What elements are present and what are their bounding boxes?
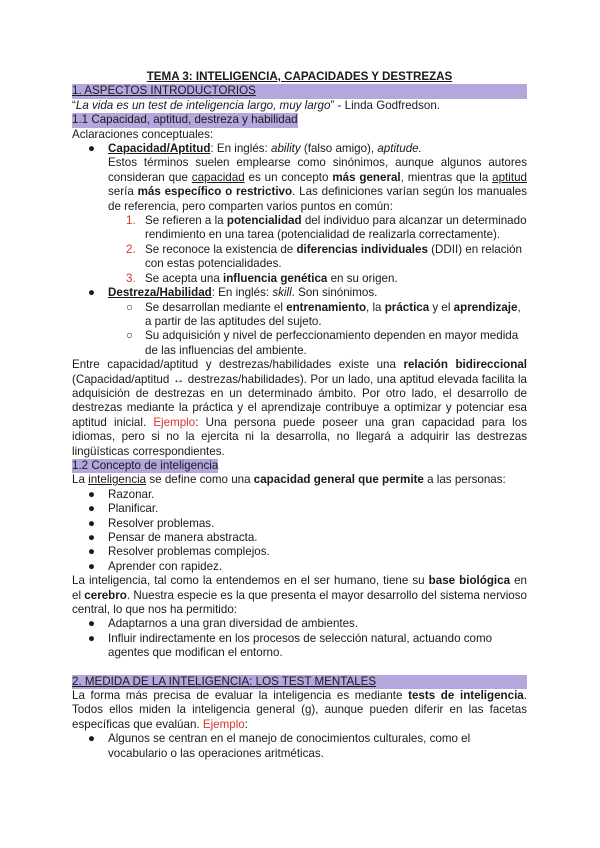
term-skill: skill bbox=[272, 286, 292, 300]
numbered-item-3: 3. Se acepta una influencia genética en su origen. bbox=[126, 271, 398, 285]
example-label: Ejemplo bbox=[202, 717, 245, 731]
capacidad-paragraph: Estos términos suelen emplearse como sinónimos, aunque algunos autores consideran que capacidad es un concepto más general, mientras que la aptitud sería más específico o restrictivo. Las definiciones varían según los manuales de referencia, pero comparten varios puntos en común: bbox=[108, 156, 528, 213]
inteligencia-list bbox=[72, 488, 527, 574]
list-item-destreza: ● Destreza/Habilidad: En inglés: skill. Son sinónimos. bbox=[88, 286, 378, 300]
list-item: ● Pensar de manera abstracta. bbox=[88, 531, 258, 544]
term-destreza: Destreza/Habilidad bbox=[108, 286, 212, 300]
subheading-1-2: 1.2 Concepto de inteligencia bbox=[72, 458, 219, 472]
list-item: ● Algunos se centran en el manejo de conocimientos culturales, como el vocabulario o las operaciones aritméticas. bbox=[88, 732, 471, 760]
text: (falso amigo), bbox=[300, 142, 378, 156]
text: : En inglés: bbox=[210, 142, 272, 156]
number-marker: 3. bbox=[126, 271, 136, 285]
numbered-item-2: 2. Se reconoce la existencia de diferencias individuales (DDII) en relación con estas potencialidades. bbox=[126, 242, 522, 271]
list-item: ● Planificar. bbox=[88, 502, 159, 516]
section-heading-1: 1. ASPECTOS INTRODUCTORIOS bbox=[72, 84, 527, 98]
quote-line: “La vida es un test de inteligencia largo, muy largo” - Linda Godfredson. bbox=[72, 98, 441, 112]
aclaraciones-label: Aclaraciones conceptuales: bbox=[72, 127, 214, 141]
list-item: ● Adaptarnos a una gran diversidad de ambientes. bbox=[88, 617, 359, 631]
list-item-capacidad bbox=[72, 142, 527, 156]
sub-bullet-1: ○ Se desarrollan mediante el entrenamiento, la práctica y el aprendizaje, a partir de las aptitudes del sujeto. bbox=[126, 300, 521, 328]
bullet-icon: ● bbox=[88, 286, 96, 300]
term-capacidad: Capacidad/Aptitud bbox=[108, 142, 211, 156]
number-marker: 1. bbox=[126, 214, 136, 228]
subheading-1-1: 1.1 Capacidad, aptitud, destreza y habilidad bbox=[72, 113, 298, 127]
term-aptitude: aptitude. bbox=[377, 142, 422, 156]
sub-bullet-2: ○ Su adquisición y nivel de perfeccionamiento dependen en mayor medida de las influencias del ambiente. bbox=[126, 329, 519, 357]
list-item: ● Aprender con rapidez. bbox=[88, 559, 223, 573]
inteligencia-definition: La inteligencia se define como una capacidad general que permite a las personas: bbox=[72, 473, 506, 487]
test-list bbox=[72, 732, 527, 761]
section-heading-2: 2. MEDIDA DE LA INTELIGENCIA: LOS TEST MENTALES bbox=[72, 675, 527, 689]
base-biologica-list bbox=[72, 617, 527, 660]
quote-author: ” - Linda Godfredson. bbox=[330, 98, 441, 112]
circle-bullet-icon: ○ bbox=[126, 329, 134, 343]
document-page bbox=[72, 70, 527, 761]
page-title: TEMA 3: INTELIGENCIA, CAPACIDADES Y DESTREZAS bbox=[146, 70, 453, 83]
bullet-icon: ● bbox=[88, 142, 96, 156]
term-ability: ability bbox=[271, 142, 301, 156]
base-biologica-paragraph: La inteligencia, tal como la entendemos en el ser humano, tiene su base biológica en el cerebro. Nuestra especie es la que presenta el mayor desarrollo del sistema nervioso central, lo que nos ha permitido: bbox=[72, 574, 527, 617]
numbered-item-1: 1. Se refieren a la potencialidad del individuo para alcanzar un determinado rendimiento en una tarea (potencialidad de realizarla correctamente). bbox=[126, 214, 527, 242]
list-item: ● Razonar. bbox=[88, 487, 155, 501]
quote-text: La vida es un test de inteligencia largo, muy largo bbox=[75, 98, 331, 112]
relacion-paragraph: Entre capacidad/aptitud y destrezas/habilidades existe una relación bidireccional (Capacidad/aptitud ↔ destrezas/habilidades). Por un lado, una aptitud elevada facilita la adquisición de destrezas en un determinado ámbito. Por otro lado, el desarrollo de destrezas mediante la práctica y el aprendizaje contribuye a optimizar y potenciar esa aptitud inicial. Ejemplo: Una persona puede poseer una gran capacidad para los idiomas, pero si no la ejercita ni la desarrolla, no llegará a adquirir las destrezas lingüísticas correspondientes. bbox=[72, 358, 527, 458]
list-item: ● Resolver problemas. bbox=[88, 516, 215, 530]
list-item: ● Influir indirectamente en los procesos de selección natural, actuando como agentes que modifican el entorno. bbox=[88, 631, 493, 660]
test-paragraph: La forma más precisa de evaluar la inteligencia es mediante tests de inteligencia. Todos ellos miden la inteligencia general (g), aunque pueden diferir en las facetas específicas que evalúan. Ejemplo: bbox=[72, 689, 527, 731]
circle-bullet-icon: ○ bbox=[126, 300, 134, 314]
number-marker: 2. bbox=[126, 242, 136, 256]
list-item: ● Resolver problemas complejos. bbox=[88, 545, 270, 559]
example-label: Ejemplo bbox=[153, 415, 196, 429]
